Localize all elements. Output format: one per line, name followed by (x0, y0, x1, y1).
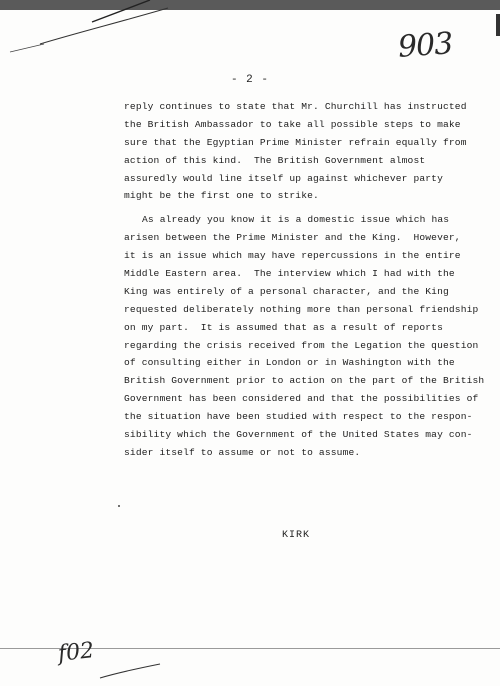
scan-top-edge (0, 0, 500, 10)
text-line: sibility which the Government of the United States may con- (124, 429, 473, 441)
top-left-pen-stroke-2 (40, 8, 168, 44)
page-number: - 2 - (230, 74, 269, 86)
text-line: Middle Eastern area. The interview which I had with the (124, 268, 455, 280)
paragraph (124, 211, 496, 461)
text-line: on my part. It is assumed that as a result of reports (124, 321, 443, 333)
text-line: the situation have been studied with respect to the respon- (124, 411, 473, 423)
text-line: action of this kind. The British Government almost (124, 154, 426, 166)
text-line: King was entirely of a personal character, and the King (124, 285, 449, 297)
signature: KIRK (282, 530, 311, 541)
text-line: regarding the crisis received from the Legation the question (124, 339, 479, 351)
scan-corner-mark (496, 14, 500, 36)
text-line: arisen between the Prime Minister and the King. However, (124, 232, 461, 244)
text-line: it is an issue which may have repercussions in the entire (124, 250, 461, 262)
handwritten-folio-top: 903 (396, 26, 454, 65)
text-line: assuredly would line itself up against whichever party (124, 172, 443, 184)
text-line: might be the first one to strike. (124, 190, 319, 202)
handwritten-folio-bottom: f02 (56, 638, 96, 667)
text-line: sure that the Egyptian Prime Minister refrain equally from (124, 136, 467, 148)
letter-body (124, 98, 496, 462)
text-line: reply continues to state that Mr. Churchill has instructed (124, 101, 467, 112)
text-line: requested deliberately nothing more than personal friendship (124, 303, 479, 315)
text-line: of consulting either in London or in Washington with the (124, 357, 455, 369)
text-line: British Government prior to action on the part of the British (124, 375, 485, 387)
text-line: the British Ambassador to take all possible steps to make (124, 118, 461, 130)
top-left-pen-tick (10, 44, 44, 52)
margin-mark (118, 505, 120, 507)
text-line: Government has been considered and that the possibilities of (124, 393, 479, 405)
paragraph (124, 98, 496, 205)
bottom-pen-stroke (100, 664, 160, 678)
text-line: sider itself to assume or not to assume. (124, 446, 361, 458)
text-line: As already you know it is a domestic issue which has (142, 214, 450, 226)
